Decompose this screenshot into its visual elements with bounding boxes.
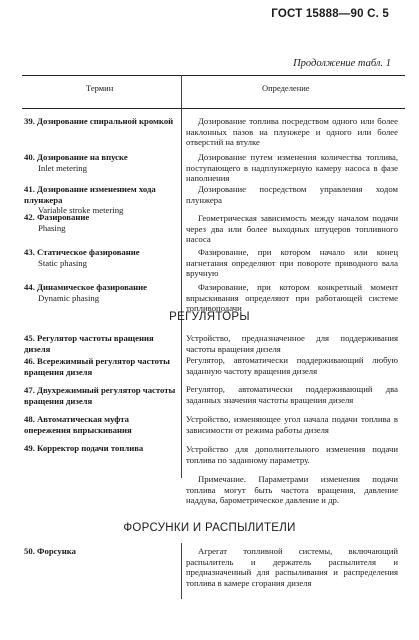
- term-47: 47. Двухрежимный регулятор частоты вращения дизеля: [24, 385, 176, 406]
- table-continuation-label: Продолжение табл. 1: [293, 58, 391, 69]
- column-divider-injectors: [181, 543, 182, 599]
- definition-50: Агрегат топливной системы, включающий распылитель и держатель распылителя и предназначенный для распыливания и распределения топлива в камере сгорания дизеля: [186, 546, 398, 588]
- term-39: 39. Дозирование спиральной кромкой: [24, 116, 174, 126]
- definition-40: Дозирование путем изменения количества топлива, поступающего в надплунжерную камеру насоса в фазе наполнения: [186, 152, 398, 184]
- definition-49: Устройство для дополнительного изменения подачи топлива по заданному параметру.: [186, 444, 398, 465]
- term-41: 41. Дозирование изменением хода плунжера Variable stroke metering: [24, 184, 156, 216]
- definition-48: Устройство, изменяющее угол начала подачи топлива в зависимости от режима работы дизеля: [186, 414, 398, 435]
- term-48: 48. Автоматическая муфта опережения впрыскивания: [24, 414, 132, 435]
- regulators-note: Примечание. Параметрами изменения подачи топлива могут быть частота вращения, давление наддува, барометрическое давление и др.: [186, 474, 398, 506]
- table-header-rule: [22, 108, 405, 109]
- term-46: 46. Всережимный регулятор частоты вращения дизеля: [24, 356, 170, 377]
- term-43: 43. Статическое фазирование Static phasing: [24, 247, 140, 268]
- section-title-injectors: ФОРСУНКИ И РАСПЫЛИТЕЛИ: [123, 522, 296, 534]
- definition-43: Фазирование, при котором начало или конец нагнетания определяют при повороте приводного вала вручную: [186, 247, 398, 279]
- column-header-definition: Определение: [262, 83, 310, 93]
- column-divider-regulators: [181, 332, 182, 478]
- term-42: 42. Фазирование Phasing: [24, 212, 90, 233]
- column-header-term: Термин: [86, 83, 114, 93]
- page-header: ГОСТ 15888—90 С. 5: [271, 8, 389, 20]
- term-44: 44. Динамическое фазирование Dynamic phasing: [24, 282, 147, 303]
- definition-44: Фазирование, при котором конкретный момент впрыскивания определяют при работающей системе топливоподачи: [186, 282, 398, 314]
- section-title-regulators: РЕГУЛЯТОРЫ: [169, 311, 250, 323]
- table-top-rule: [22, 75, 405, 76]
- term-45: 45. Регулятор частоты вращения дизеля: [24, 333, 154, 354]
- definition-42: Геометрическая зависимость между началом подачи через два или более выходных штуцеров топливного насоса: [186, 213, 398, 245]
- definition-47: Регулятор, автоматически поддерживающий два заданных значения частоты вращения дизеля: [186, 384, 398, 405]
- term-49: 49. Корректор подачи топлива: [24, 443, 144, 453]
- term-40: 40. Дозирование на впуске Inlet metering: [24, 152, 128, 173]
- definition-39: Дозирование топлива посредством одного или более наклонных пазов на плунжере и одного или более отверстий на втулке: [186, 116, 398, 148]
- definition-41: Дозирование посредством управления ходом плунжера: [186, 184, 398, 205]
- definition-45: Устройство, предназначенное для поддерживания частоты вращения дизеля: [186, 333, 398, 354]
- term-50: 50. Форсунка: [24, 546, 76, 556]
- definition-46: Регулятор, автоматически поддерживающий любую заданную частоту вращения дизеля: [186, 355, 398, 376]
